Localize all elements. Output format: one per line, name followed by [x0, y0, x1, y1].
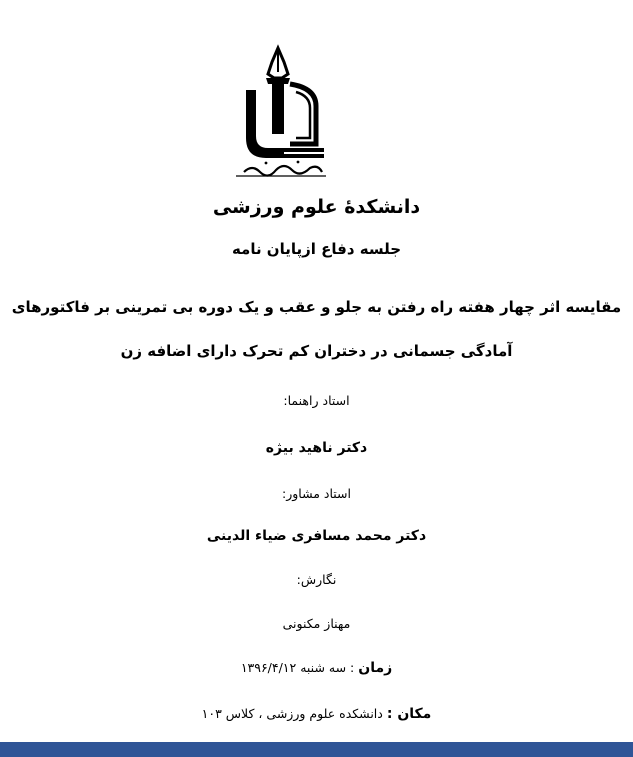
thesis-title-line2: آمادگی جسمانی در دختران کم تحرک دارای اضافه زن — [120, 342, 513, 360]
faculty-title: دانشکدهٔ علوم ورزشی — [212, 196, 421, 218]
author-label: نگارش: — [296, 572, 337, 587]
author-name: مهناز مکنونی — [282, 616, 351, 631]
bottom-bar — [0, 742, 633, 757]
time-value: : سه شنبه ۱۳۹۶/۴/۱۲ — [240, 660, 355, 675]
consultant-label: استاد مشاور: — [281, 486, 351, 501]
advisor-label: استاد راهنما: — [283, 393, 350, 408]
advisor-name: دکتر ناهید بیژه — [265, 440, 368, 456]
place-label: مکان : — [386, 706, 432, 722]
thesis-title-line1: مقایسه اثر چهار هفته راه رفتن به جلو و عقب و یک دوره بی تمرینی بر فاکتورهای — [11, 298, 622, 316]
consultant-name: دکتر محمد مسافری ضیاء الدینی — [206, 528, 427, 544]
place-value: دانشکده علوم ورزشی ، کلاس ۱۰۳ — [201, 706, 383, 721]
place-line — [0, 706, 633, 722]
university-logo-icon — [226, 44, 338, 180]
session-title: جلسه دفاع ازپایان نامه — [231, 240, 402, 258]
time-line — [0, 660, 633, 676]
time-label: زمان — [358, 660, 393, 676]
